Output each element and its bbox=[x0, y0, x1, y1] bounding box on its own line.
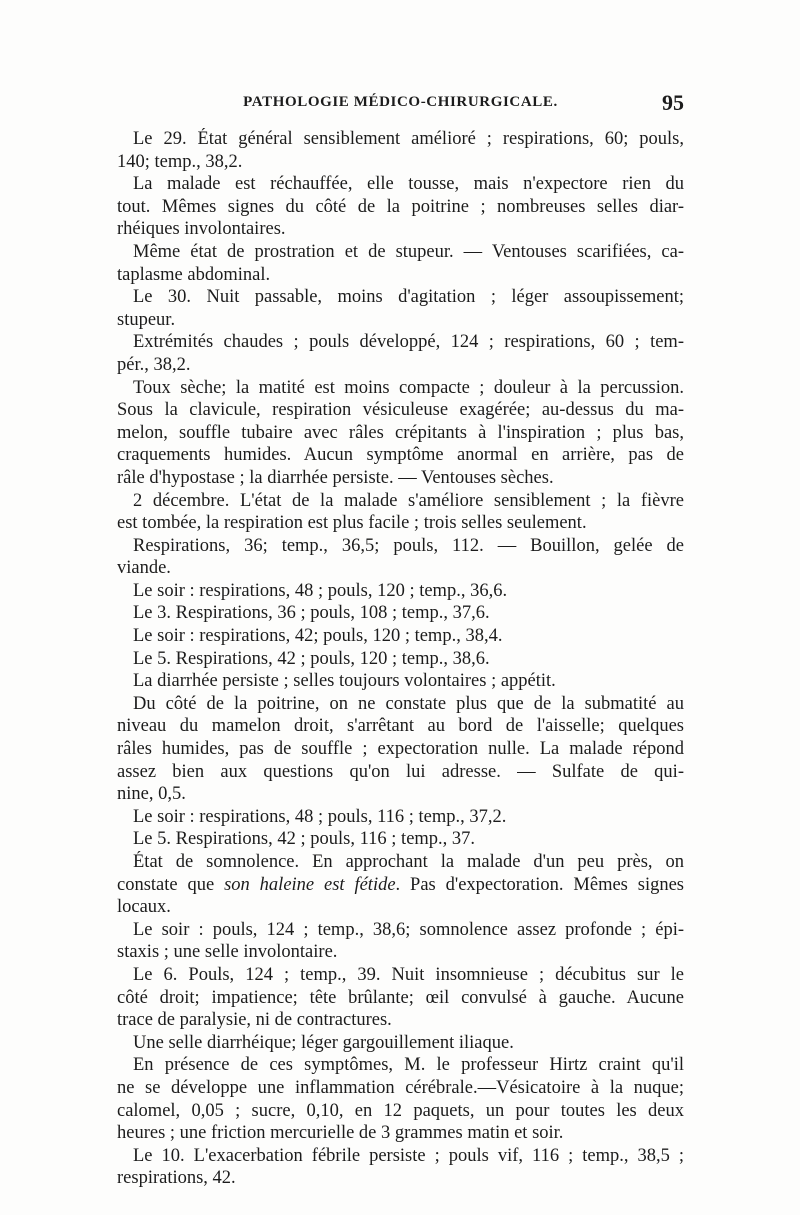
text-line bbox=[117, 309, 684, 332]
text-line bbox=[117, 670, 684, 693]
line-text: Le soir : respirations, 48 ; pouls, 116 ; temp., 37,2. bbox=[133, 806, 507, 827]
text-line bbox=[117, 1077, 684, 1100]
line-text: heures ; une friction mercurielle de 3 grammes matin et soir. bbox=[117, 1123, 564, 1144]
line-text: Du côté de la poitrine, on ne constate plus que de la submatité au bbox=[133, 693, 684, 714]
line-text: Le soir : respirations, 48 ; pouls, 120 ; temp., 36,6. bbox=[133, 580, 508, 601]
line-text: constate que bbox=[117, 874, 225, 895]
text-line bbox=[117, 738, 684, 761]
text-line bbox=[117, 1009, 684, 1032]
text-line bbox=[117, 987, 684, 1010]
line-text: pér., 38,2. bbox=[117, 354, 191, 375]
text-line bbox=[117, 806, 684, 829]
text-line bbox=[117, 828, 684, 851]
text-line bbox=[117, 196, 684, 219]
text-line bbox=[117, 218, 684, 241]
line-text: staxis ; une selle involontaire. bbox=[117, 942, 338, 963]
emphasized-text: son haleine est fétide bbox=[224, 874, 396, 895]
line-text: râles humides, pas de souffle ; expectoration nulle. La malade répond bbox=[117, 739, 684, 760]
line-text: 140; temp., 38,2. bbox=[117, 151, 243, 172]
line-text: État de somnolence. En approchant la malade d'un peu près, on bbox=[133, 852, 684, 872]
line-text: Le 6. Pouls, 124 ; temp., 39. Nuit insomnieuse ; décubitus sur le bbox=[133, 964, 684, 985]
text-line bbox=[117, 625, 684, 648]
line-text: En présence de ces symptômes, M. le professeur Hirtz craint qu'il bbox=[133, 1055, 684, 1076]
line-text: Le soir : pouls, 124 ; temp., 38,6; somnolence assez profonde ; épi- bbox=[133, 919, 684, 940]
line-text: calomel, 0,05 ; sucre, 0,10, en 12 paquets, un pour toutes les deux bbox=[117, 1100, 684, 1121]
line-text: Toux sèche; la matité est moins compacte ; douleur à la percussion. bbox=[133, 377, 684, 398]
text-line bbox=[117, 557, 684, 580]
body-text bbox=[117, 128, 684, 1190]
text-line bbox=[117, 377, 684, 400]
line-text: râle d'hypostase ; la diarrhée persiste. — Ventouses sèches. bbox=[117, 467, 554, 488]
text-line bbox=[117, 151, 684, 174]
text-line bbox=[117, 490, 684, 513]
line-text: Le 3. Respirations, 36 ; pouls, 108 ; temp., 37,6. bbox=[133, 603, 490, 624]
line-text: locaux. bbox=[117, 897, 171, 918]
line-text: craquements humides. Aucun symptôme anormal en arrière, pas de bbox=[117, 445, 684, 466]
text-line bbox=[117, 354, 684, 377]
line-text: Même état de prostration et de stupeur. — Ventouses scarifiées, ca- bbox=[133, 241, 684, 262]
line-text: trace de paralysie, ni de contractures. bbox=[117, 1010, 392, 1031]
text-line bbox=[117, 783, 684, 806]
text-line bbox=[117, 444, 684, 467]
line-text: Sous la clavicule, respiration vésiculeuse exagérée; au-dessus du ma- bbox=[117, 400, 684, 421]
line-text: ne se développe une inflammation cérébrale.—Vésicatoire à la nuque; bbox=[117, 1077, 684, 1098]
line-text: Le soir : respirations, 42; pouls, 120 ; temp., 38,4. bbox=[133, 626, 503, 647]
line-text: tout. Mêmes signes du côté de la poitrine ; nombreuses selles diar- bbox=[117, 196, 684, 217]
line-text: côté droit; impatience; tête brûlante; œil convulsé à gauche. Aucune bbox=[117, 987, 684, 1008]
line-text: Le 30. Nuit passable, moins d'agitation ; léger assoupissement; bbox=[133, 287, 684, 308]
text-line bbox=[117, 919, 684, 942]
text-line bbox=[117, 1032, 684, 1055]
text-line bbox=[117, 1100, 684, 1123]
line-text: 2 décembre. L'état de la malade s'améliore sensiblement ; la fièvre bbox=[133, 490, 684, 511]
text-line bbox=[117, 602, 684, 625]
line-text: stupeur. bbox=[117, 309, 176, 330]
text-line bbox=[117, 399, 684, 422]
text-line bbox=[117, 241, 684, 264]
text-line bbox=[117, 1145, 684, 1168]
line-text: Le 29. État général sensiblement amélioré ; respirations, 60; pouls, bbox=[133, 129, 684, 149]
line-text: taplasme abdominal. bbox=[117, 264, 271, 285]
text-line bbox=[117, 964, 684, 987]
text-line bbox=[117, 896, 684, 919]
text-line bbox=[117, 648, 684, 671]
text-line bbox=[117, 331, 684, 354]
text-line bbox=[117, 1054, 684, 1077]
text-line bbox=[117, 422, 684, 445]
text-line bbox=[117, 715, 684, 738]
line-text: Extrémités chaudes ; pouls développé, 124 ; respirations, 60 ; tem- bbox=[133, 332, 684, 353]
text-line bbox=[117, 1167, 684, 1190]
line-text: assez bien aux questions qu'on lui adresse. — Sulfate de qui- bbox=[117, 761, 684, 782]
line-text: viande. bbox=[117, 558, 171, 579]
running-head bbox=[117, 90, 684, 120]
text-line bbox=[117, 512, 684, 535]
text-line bbox=[117, 941, 684, 964]
line-text: Le 10. L'exacerbation fébrile persiste ; pouls vif, 116 ; temp., 38,5 ; bbox=[133, 1145, 684, 1166]
text-line bbox=[117, 851, 684, 874]
text-line bbox=[117, 286, 684, 309]
text-line bbox=[117, 467, 684, 490]
line-text-continued: . Pas d'expectoration. Mêmes signes bbox=[395, 874, 684, 895]
line-text: Respirations, 36; temp., 36,5; pouls, 112. — Bouillon, gelée de bbox=[133, 535, 684, 556]
line-text: Une selle diarrhéique; léger gargouillement iliaque. bbox=[133, 1032, 514, 1053]
text-line bbox=[117, 128, 684, 151]
text-line bbox=[117, 874, 684, 897]
page-number: 95 bbox=[662, 90, 684, 115]
line-text: nine, 0,5. bbox=[117, 784, 186, 805]
line-text: est tombée, la respiration est plus facile ; trois selles seulement. bbox=[117, 513, 587, 534]
line-text: niveau du mamelon droit, s'arrêtant au bord de l'aisselle; quelques bbox=[117, 716, 684, 737]
text-line bbox=[117, 535, 684, 558]
line-text: Le 5. Respirations, 42 ; pouls, 116 ; temp., 37. bbox=[133, 829, 476, 850]
text-line bbox=[117, 761, 684, 784]
text-line bbox=[117, 580, 684, 603]
line-text: rhéiques involontaires. bbox=[117, 219, 286, 240]
text-line bbox=[117, 1122, 684, 1145]
line-text: La malade est réchauffée, elle tousse, mais n'expectore rien du bbox=[133, 174, 684, 195]
text-line bbox=[117, 264, 684, 287]
line-text: Le 5. Respirations, 42 ; pouls, 120 ; temp., 38,6. bbox=[133, 648, 490, 669]
line-text: La diarrhée persiste ; selles toujours volontaires ; appétit. bbox=[133, 671, 556, 692]
header-title: PATHOLOGIE MÉDICO-CHIRURGICALE. bbox=[243, 94, 558, 110]
text-line bbox=[117, 693, 684, 716]
text-line bbox=[117, 173, 684, 196]
line-text: respirations, 42. bbox=[117, 1168, 236, 1189]
line-text: melon, souffle tubaire avec râles crépitants à l'inspiration ; plus bas, bbox=[117, 422, 684, 443]
